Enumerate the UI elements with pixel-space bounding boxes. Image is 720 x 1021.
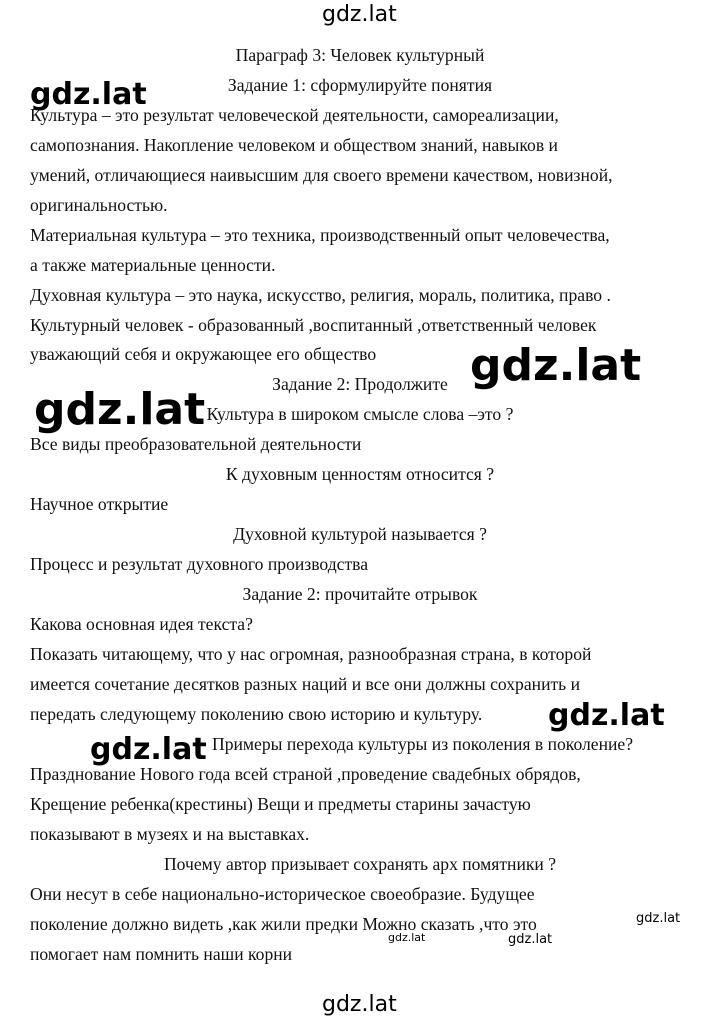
task2-read-a3-line-2: поколение должно видеть ,как жили предки Можно сказать ,что это [30,914,537,934]
watermark-small-3: gdz.lat [508,932,553,947]
watermark-overlay-4: gdz.lat [548,698,665,733]
task2-read-q1: Какова основная идея текста? [30,614,253,634]
task2-read-heading: Задание 2: прочитайте отрывок [242,584,478,604]
task2-continue-q2: К духовным ценностям относится ? [225,464,495,484]
watermark-top: gdz.lat [322,2,397,27]
watermark-overlay-5: gdz.lat [90,732,207,767]
task1-heading: Задание 1: сформулируйте понятия [227,75,493,95]
watermark-overlay-1: gdz.lat [30,77,147,112]
task1-line-7: Духовная культура – это наука, искусство, религия, мораль, политика, право . [30,285,611,305]
task2-read-a1-line-2: имеется сочетание десятков разных наций и все они должны сохранить и [30,674,581,694]
task1-line-5: Материальная культура – это техника, производственный опыт человечества, [30,225,610,245]
task2-read-a2-line-2: Крещение ребенка(крестины) Вещи и предметы старины зачастую [30,794,531,814]
task2-read-q2: Примеры перехода культуры из поколения в поколение? [212,734,634,754]
task1-line-3: умений, отличающиеся наивысшим для своего времени качеством, новизной, [30,165,613,185]
watermark-bottom: gdz.lat [322,992,397,1017]
task2-continue-q1: Культура в широком смысле слова –это ? [206,404,514,424]
task2-read-q3: Почему автор призывает сохранять арх помятники ? [163,854,557,874]
task1-line-1: Культура – это результат человеческой деятельности, самореализации, [30,105,559,125]
section-title: Параграф 3: Человек культурный [235,45,485,65]
task1-line-9: уважающий себя и окружающее его общество [30,344,377,364]
task2-read-a2-line-3: показывают в музеях и на выставках. [30,824,310,844]
task2-continue-a2: Научное открытие [30,494,169,514]
watermark-overlay-3: gdz.lat [34,384,206,435]
task2-read-a3-line-3: помогает нам помнить наши корни [30,944,293,964]
task1-line-8: Культурный человек - образованный ,воспитанный ,ответственный человек [30,315,597,335]
task2-continue-heading: Задание 2: Продолжите [272,374,448,394]
task2-read-a2-line-1: Празднование Нового года всей страной ,проведение свадебных обрядов, [30,764,581,784]
watermark-small-1: gdz.lat [636,911,681,926]
task2-continue-a3: Процесс и результат духовного производства [30,554,369,574]
task2-continue-q3: Духовной культурой называется ? [233,524,487,544]
task1-line-6: а также материальные ценности. [30,255,276,275]
task2-read-a1-line-3: передать следующему поколению свою историю и культуру. [30,704,483,724]
task2-continue-a1: Все виды преобразовательной деятельности [30,434,362,454]
watermark-overlay-2: gdz.lat [470,340,642,391]
task2-read-a3-line-1: Они несут в себе национально-историческое своеобразие. Будущее [30,884,535,904]
task2-read-a1-line-1: Показать читающему, что у нас огромная, разнообразная страна, в которой [30,644,592,664]
task1-line-4: оригинальностью. [30,195,168,215]
watermark-small-2: gdz.lat [388,931,426,944]
task1-line-2: самопознания. Накопление человеком и обществом знаний, навыков и [30,135,558,155]
